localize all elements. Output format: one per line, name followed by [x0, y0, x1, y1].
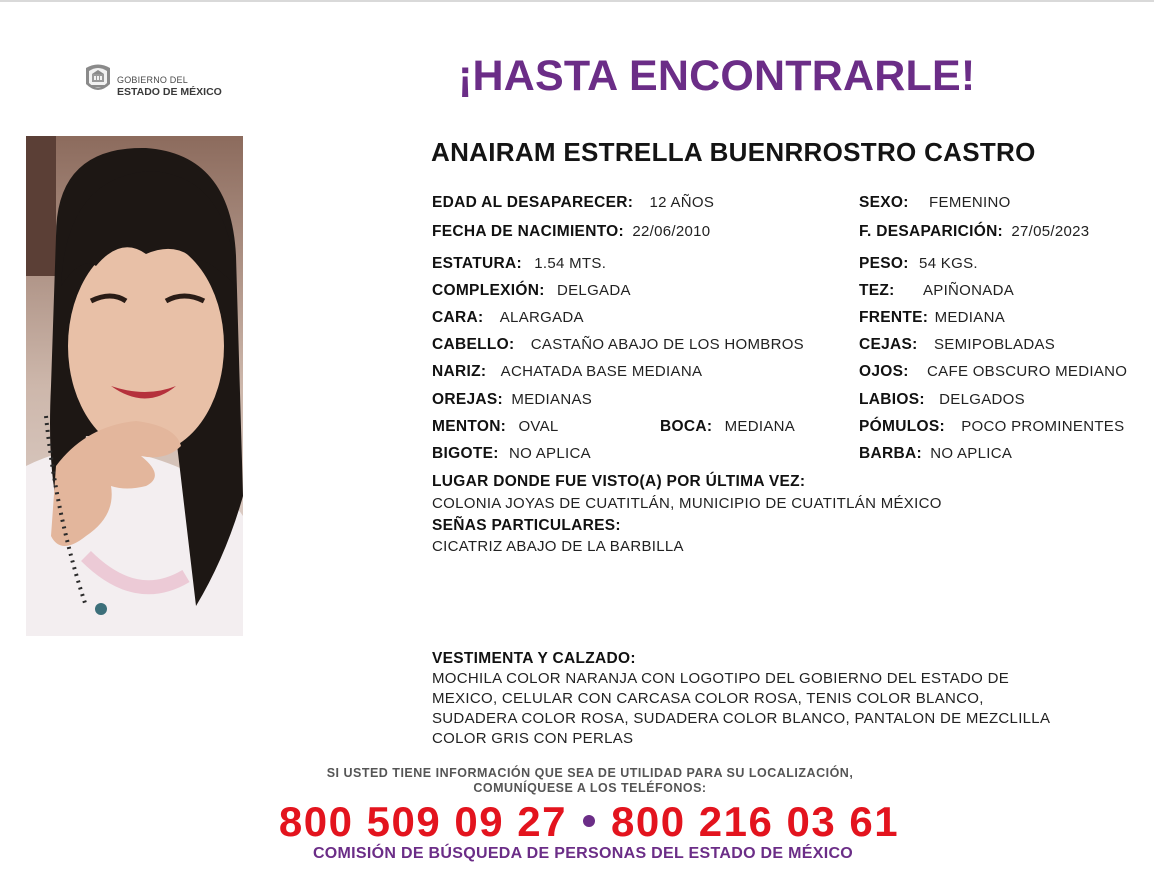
commission-name: COMISIÓN DE BÚSQUEDA DE PERSONAS DEL ESTADO DE MÉXICO [312, 845, 854, 862]
vestimenta-line: MOCHILA COLOR NARANJA CON LOGOTIPO DEL GOBIERNO DEL ESTADO DE [432, 670, 1010, 687]
seal-icon [82, 62, 114, 96]
field-boca [660, 418, 795, 436]
estatura-value: 1.54 MTS. [534, 255, 607, 272]
menton-value: OVAL [518, 418, 559, 435]
gobierno-logo [82, 62, 242, 102]
cara-value: ALARGADA [499, 309, 584, 326]
estatura-label: ESTATURA: [432, 255, 522, 272]
nacimiento-value: 22/06/2010 [632, 223, 711, 240]
peso-label: PESO: [859, 255, 909, 272]
nariz-label: NARIZ: [432, 363, 487, 380]
bigote-label: BIGOTE: [432, 445, 499, 462]
vestimenta-text [432, 669, 1122, 749]
orejas-value: MEDIANAS [511, 391, 593, 408]
person-name: ANAIRAM ESTRELLA BUENRROSTRO CASTRO [431, 137, 1036, 167]
field-sexo [859, 194, 1011, 212]
cejas-label: CEJAS: [859, 336, 918, 353]
bigote-value: NO APLICA [509, 445, 591, 462]
menton-label: MENTON: [432, 418, 507, 435]
field-desaparicion [859, 223, 1089, 241]
field-labios [859, 391, 1025, 409]
nariz-value: ACHATADA BASE MEDIANA [500, 363, 703, 380]
pomulos-label: PÓMULOS: [859, 418, 945, 435]
pomulos-value: POCO PROMINENTES [961, 418, 1125, 435]
portrait-image [26, 136, 243, 636]
complexion-label: COMPLEXIÓN: [432, 282, 545, 299]
field-nariz [432, 363, 702, 381]
field-tez [859, 282, 1014, 300]
field-nacimiento [432, 223, 710, 241]
boca-label: BOCA: [660, 418, 713, 435]
logo-line-1: GOBIERNO DEL [117, 75, 188, 85]
field-estatura [432, 255, 606, 273]
field-edad [432, 194, 714, 212]
field-frente [859, 309, 1005, 327]
vestimenta-line: COLOR GRIS CON PERLAS [432, 730, 634, 747]
field-barba [859, 445, 1012, 463]
bullet-dot-icon [583, 815, 595, 827]
field-menton [432, 418, 559, 436]
field-peso [859, 255, 978, 273]
edad-value: 12 AÑOS [649, 194, 715, 211]
missing-person-photo [26, 136, 243, 636]
frente-label: FRENTE: [859, 309, 929, 326]
sexo-value: FEMENINO [929, 194, 1011, 211]
desaparicion-label: F. DESAPARICIÓN: [859, 223, 1004, 240]
tez-value: APIÑONADA [922, 282, 1015, 299]
senas-label: SEÑAS PARTICULARES: [432, 517, 621, 534]
lugar-value: COLONIA JOYAS DE CUATITLÁN, MUNICIPIO DE CUATITLÁN MÉXICO [432, 495, 942, 512]
frente-value: MEDIANA [934, 309, 1006, 326]
field-ojos [859, 363, 1127, 381]
vestimenta-label: VESTIMENTA Y CALZADO: [432, 650, 636, 667]
field-orejas [432, 391, 592, 409]
cara-label: CARA: [432, 309, 484, 326]
labios-value: DELGADOS [939, 391, 1025, 408]
field-bigote [432, 445, 591, 463]
info-line-1: SI USTED TIENE INFORMACIÓN QUE SEA DE UTILIDAD PARA SU LOCALIZACIÓN, [326, 766, 854, 780]
vestimenta-line: SUDADERA COLOR ROSA, SUDADERA COLOR BLANCO, PANTALON DE MEZCLILLA [432, 710, 1051, 727]
field-cara [432, 309, 584, 327]
nacimiento-label: FECHA DE NACIMIENTO: [432, 223, 624, 240]
field-pomulos [859, 418, 1124, 436]
top-rule [0, 0, 1154, 2]
cabello-value: CASTAÑO ABAJO DE LOS HOMBROS [530, 336, 804, 353]
barba-label: BARBA: [859, 445, 922, 462]
field-complexion [432, 282, 631, 300]
complexion-value: DELGADA [556, 282, 631, 299]
desaparicion-value: 27/05/2023 [1011, 223, 1090, 240]
lugar-label: LUGAR DONDE FUE VISTO(A) POR ÚLTIMA VEZ: [432, 473, 806, 490]
orejas-label: OREJAS: [432, 391, 504, 408]
ojos-value: CAFE OBSCURO MEDIANO [927, 363, 1128, 380]
field-cabello [432, 336, 804, 354]
cabello-label: CABELLO: [432, 336, 515, 353]
sexo-label: SEXO: [859, 194, 909, 211]
phone-2[interactable]: 800 216 03 61 [611, 798, 900, 845]
field-cejas [859, 336, 1055, 354]
senas-value: CICATRIZ ABAJO DE LA BARBILLA [432, 538, 684, 555]
edad-label: EDAD AL DESAPARECER: [432, 194, 634, 211]
headline: ¡HASTA ENCONTRARLE! [458, 52, 976, 100]
tez-label: TEZ: [859, 282, 895, 299]
info-line-2: COMUNÍQUESE A LOS TELÉFONOS: [473, 781, 707, 795]
phone-numbers [0, 798, 1154, 846]
phone-1[interactable]: 800 509 09 27 [278, 798, 567, 845]
vestimenta-line: MEXICO, CELULAR CON CARCASA COLOR ROSA, TENIS COLOR BLANCO, [432, 690, 984, 707]
ojos-label: OJOS: [859, 363, 909, 380]
cejas-value: SEMIPOBLADAS [933, 336, 1056, 353]
boca-value: MEDIANA [724, 418, 796, 435]
labios-label: LABIOS: [859, 391, 925, 408]
logo-line-2: ESTADO DE MÉXICO [117, 86, 222, 98]
peso-value: 54 KGS. [919, 255, 978, 272]
barba-value: NO APLICA [930, 445, 1013, 462]
